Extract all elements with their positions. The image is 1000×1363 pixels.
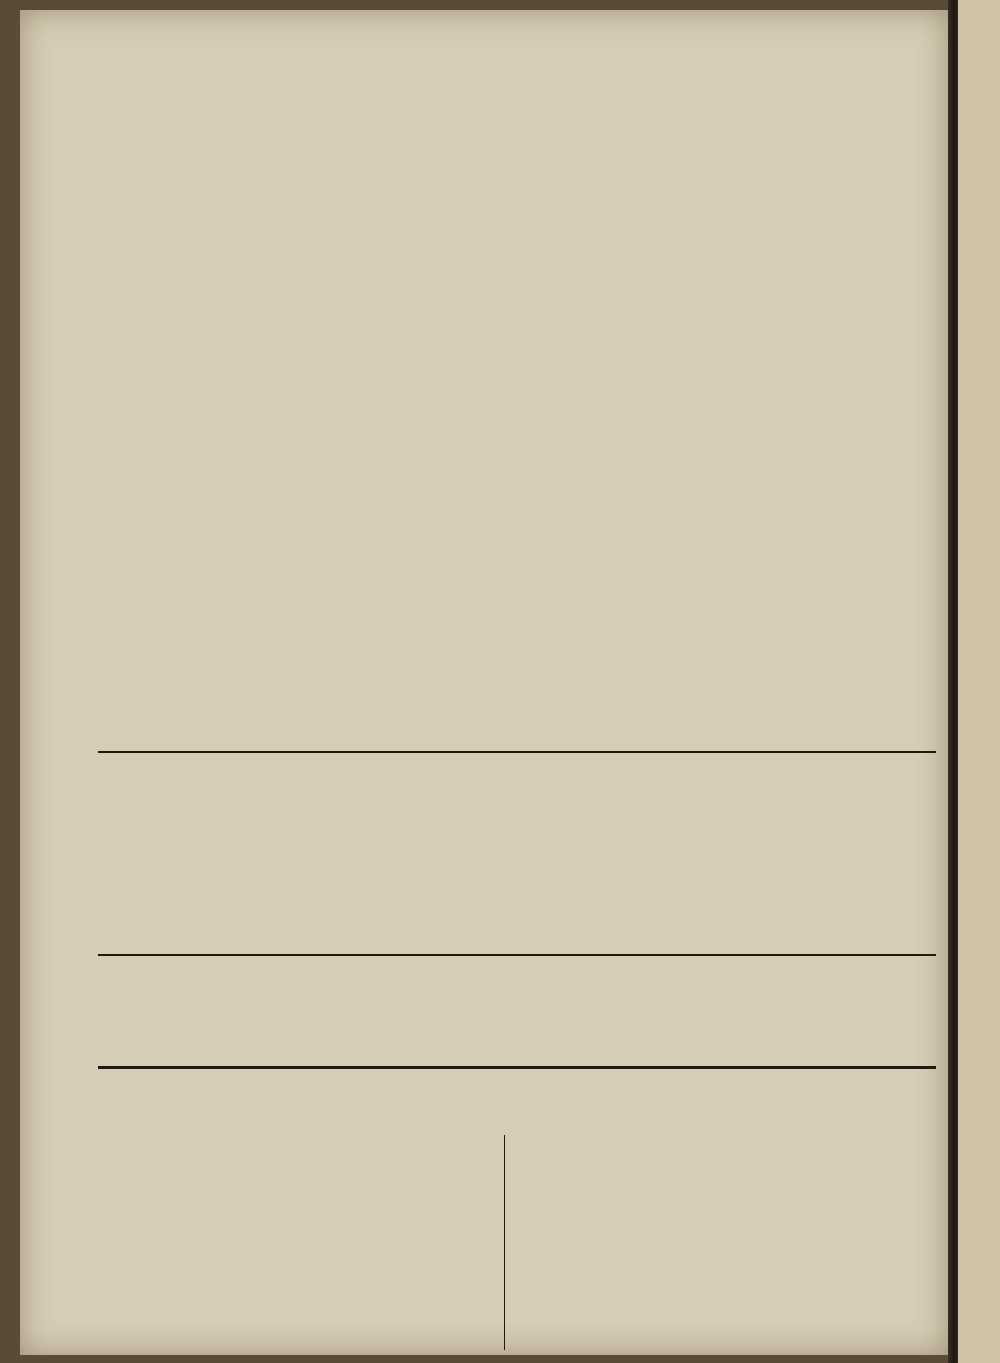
- section-divider: [98, 751, 936, 753]
- section-divider: [98, 1066, 936, 1069]
- newspaper-page: [20, 10, 948, 1355]
- section-divider: [98, 954, 936, 956]
- column-divider: [504, 1135, 505, 1350]
- adjacent-page-fragment: [958, 0, 1000, 1363]
- book-spine: [948, 0, 958, 1363]
